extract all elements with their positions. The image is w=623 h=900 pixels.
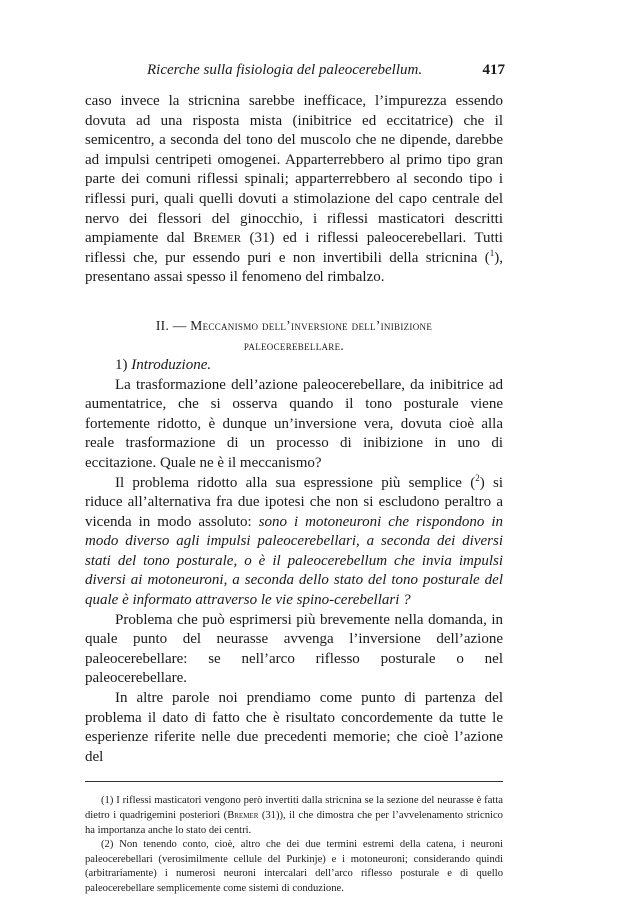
footnote-1 — [85, 794, 503, 838]
page-body — [85, 92, 503, 897]
footnote-1-author: Bremer — [227, 810, 259, 821]
para3-italic: sono i motoneuroni che rispondono in modo diverso agli impulsi paleocerebellari, a seconda dei diversi stati del tono posturale, o è il paleocerebellum che invia impulsi diversi ai motoneuroni, a seconda dello stato del tono posturale del quale è informato attraverso le vie spino-cerebellari ? — [85, 513, 504, 609]
page-number: 417 — [482, 62, 505, 78]
subsection-title: Introduzione. — [131, 356, 212, 373]
paragraph-continued — [85, 92, 503, 288]
para3-text-2: ) si riduce all’alternativa fra due ipotesi che non si escludono peraltro a vicenda in modo assoluto: — [85, 474, 504, 530]
footnotes — [85, 794, 503, 896]
para1-text-3: ), presentano assai spesso il fenomeno del rimbalzo. — [85, 249, 503, 286]
section-number: II. — — [155, 317, 191, 333]
footnote-1-text-2: (31)), il che dimostra che per l’avvelenamento stricnico ha importanza anche lo stato dei centri. — [85, 810, 503, 836]
page-header — [85, 62, 505, 86]
footnote-1-mark: (1) — [101, 795, 117, 807]
section-heading-line1 — [85, 316, 503, 336]
para3-text-1: Il problema ridotto alla sua espressione più semplice ( — [115, 474, 476, 491]
para1-text-2: (31) ed i riflessi paleocerebellari. Tutti riflessi che, pur essendo puri e non invertibili della stricnina ( — [85, 230, 503, 266]
author-citation: Bremer — [193, 230, 242, 247]
footnote-2 — [85, 838, 503, 896]
section-heading — [85, 316, 503, 356]
subsection-number: 1) — [115, 356, 132, 373]
footnote-rule — [85, 781, 503, 782]
footnote-ref-1[interactable]: 1 — [489, 247, 495, 258]
running-title: Ricerche sulla fisiologia del paleocerebellum. — [147, 62, 423, 78]
footnote-1-text-1: I riflessi masticatori vengono però invertiti dalla stricnina se la sezione del neurasse è fatta dietro i quadrigemini posteriori ( — [85, 795, 503, 821]
paragraph-5: In altre parole noi prendiamo come punto di partenza del problema il dato di fatto che è risultato concordemente da tutte le esperienze riferite nelle due precedenti memorie; che cioè l’azione del — [85, 690, 503, 765]
paragraph-2: La trasformazione dell’azione paleocerebellare, da inibitrice ad aumentatrice, che si osserva quando il tono posturale viene fortemente ridotto, è dunque un’inversione vera, dovuta cioè alla reale trasformazione di un processo di inibizione in uno di eccitazione. Quale ne è il meccanismo? — [85, 376, 503, 471]
para1-text-1: caso invece la stricnina sarebbe inefficace, l’impurezza essendo dovuta ad una risposta mista (inibitrice ed eccitatrice) che il semicentro, a seconda del tono del muscolo che ne dipende, darebbe ad impulsi centripeti omogenei. Apparterrebbero al primo tipo gran parte dei comuni riflessi spinali; apparterrebbero al secondo tipo i riflessi puri, quali quelli dovuti a stimolazione del capo centrale del nervo dei flessori del ginocchio, i riflessi masticatori descritti ampiamente dal — [85, 93, 503, 247]
section-title-1: Meccanismo dell’inversione dell’inibizione — [190, 317, 433, 333]
paragraph-4: Problema che può esprimersi più brevemente nella domanda, in quale punto del neurasse avvenga l’inversione dell’azione paleocerebellare: se nell’arco riflesso posturale o nel paleocerebellare. — [85, 611, 503, 687]
footnote-2-mark: (2) — [101, 839, 120, 851]
footnote-ref-2[interactable]: 2 — [475, 472, 480, 483]
paragraph-3 — [85, 474, 503, 611]
section-title-2: paleocerebellare. — [243, 337, 345, 353]
subsection-heading — [85, 356, 503, 376]
footnote-2-text: Non tenendo conto, cioè, altro che dei due termini estremi della catena, i neuroni paleocerebellari (verosimilmente cellule del Purkinje) e i motoneuroni; considerando quindi (arbitrariamente) i numerosi neuroni intercalari dell’arco riflesso posturale e di quello paleocerebellare semplicemente come sistemi di conduzione. — [85, 839, 503, 894]
